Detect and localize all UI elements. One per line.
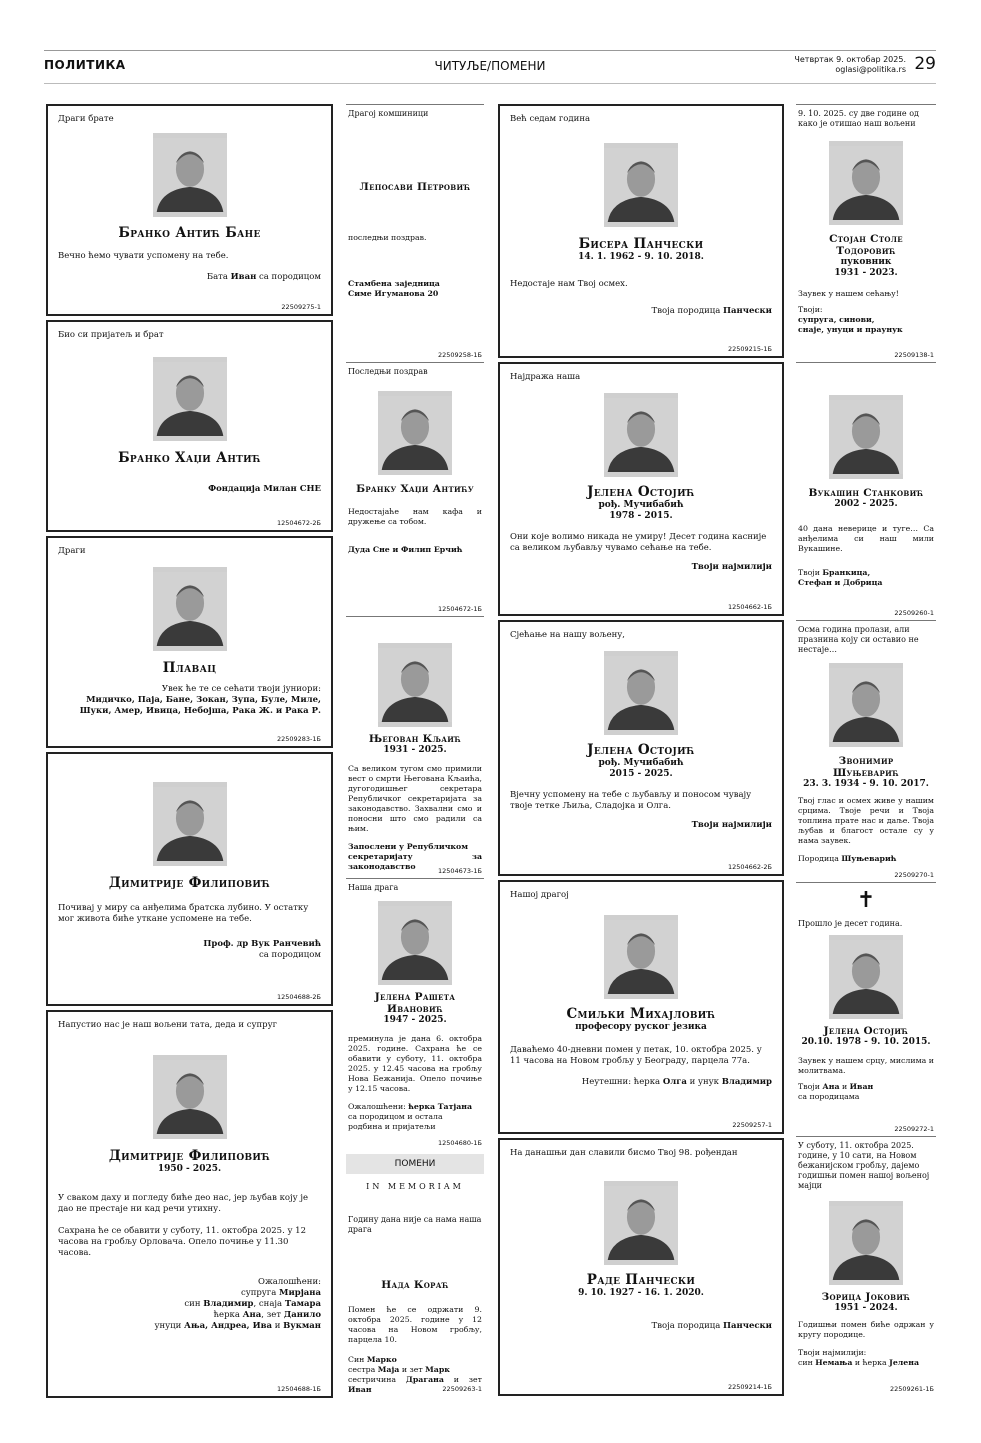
mourner-name: Мирјана (279, 1288, 321, 1298)
intro-text: Осма година пролази, али празнина коју си оставио не нестаје… (798, 625, 919, 654)
deceased-name-line1: Стојан Столе (829, 233, 903, 245)
page-header (44, 50, 936, 84)
mourner-name: Ања, Андреа, Ива (184, 1321, 273, 1331)
signature-line (348, 1355, 482, 1365)
relation: , снаја (253, 1299, 285, 1309)
signature-line (348, 1365, 482, 1375)
message-text: Вечно ћемо чувати успомену на тебе. (58, 251, 229, 261)
portrait-photo (378, 391, 452, 475)
relation: син (184, 1299, 204, 1309)
message-text: Заувек у нашем срцу, мислима и молитвама. (798, 1056, 934, 1075)
intro-text: Нашој драгој (510, 890, 569, 900)
ad-code: 12504688-1Б (276, 1385, 321, 1393)
message-text: Недостаје нам Твој осмех. (510, 279, 628, 289)
deceased-name: Раде Панчески (586, 1272, 696, 1288)
signature-line: родбина и пријатељи (348, 1122, 436, 1131)
memorial-info: Годишњи помен биће одржан у кругу породице. (798, 1320, 934, 1339)
deceased-name: Нада Кораћ (381, 1279, 449, 1291)
mourner-name: Владимир (203, 1299, 254, 1309)
newspaper-logo: ПОЛИТИКА (44, 58, 126, 72)
deceased-name: Јелена Остојић (587, 742, 695, 758)
portrait-photo (153, 782, 227, 866)
signature-line: са породицом (259, 950, 321, 960)
mourner-name: ћерка Татјана (408, 1102, 473, 1111)
relation: , зет (261, 1310, 284, 1320)
mourner-name: Ана (242, 1310, 262, 1320)
life-years: 1931 - 2023. (834, 268, 898, 278)
obituary-card (498, 1138, 784, 1396)
life-years: 23. 3. 1934 - 9. 10. 2017. (803, 779, 929, 789)
signature (58, 272, 321, 283)
ad-code: 12504673-1Б (437, 867, 482, 875)
obituary-card (46, 320, 333, 532)
signature: Твоји најмилији (691, 562, 772, 572)
portrait-photo (829, 1201, 903, 1285)
relation: и (272, 1321, 284, 1331)
intro-text: Последњи поздрав (348, 367, 428, 376)
ad-code: 12504672-2Б (276, 519, 321, 527)
obituary-card (498, 620, 784, 876)
life-years: 2015 - 2025. (609, 769, 673, 779)
signature-line: са породицом и остала (348, 1112, 443, 1121)
life-years: 1950 - 2025. (157, 1164, 222, 1174)
in-memoriam-heading: IN MEMORIAM (366, 1182, 464, 1191)
obituary-card (498, 362, 784, 616)
portrait-photo (604, 393, 678, 477)
ad-code: 22509261-1Б (889, 1385, 934, 1393)
signature (510, 306, 772, 317)
signature-prefix: Твоји (798, 568, 823, 577)
deceased-name: Димитрије Филиповић (108, 1148, 271, 1164)
life-years: 1951 - 2024. (834, 1303, 898, 1313)
signature-line: Стефан и Добрица (798, 578, 883, 587)
mourners-label: Ожалошћени: (348, 1102, 409, 1111)
intro-text: Драгој комшиници (348, 109, 429, 118)
signature-prefix: Твоји (798, 1082, 823, 1091)
issue-date (794, 55, 906, 75)
mourners-label: Твоји најмилији: (798, 1348, 867, 1357)
signature-line: снаје, унуци и праунук (798, 325, 903, 334)
message-text: У сваком даху и погледу биће део нас, јер љубав коју је дао не престаје ни кад речи утихну. (58, 1193, 309, 1214)
signature-name: Панчески (722, 306, 772, 316)
signature-block (58, 1277, 321, 1332)
signature-line (798, 568, 934, 578)
relation: и унук (686, 1077, 722, 1087)
signature-line: Запослени у Републичком (348, 842, 469, 851)
life-years: 9. 10. 1927 - 16. 1. 2020. (578, 1288, 704, 1298)
portrait-photo (604, 1181, 678, 1265)
deceased-name: Смиљки Михајловић (566, 1006, 716, 1022)
signature-line (58, 1299, 321, 1310)
mourner-name: Драгана (405, 1375, 444, 1384)
signature-line: Симе Игуманова 20 (348, 289, 439, 298)
signature-name: Иван (230, 272, 257, 282)
portrait-photo (829, 395, 903, 479)
obituary-card (346, 616, 484, 878)
obituary-card (346, 878, 484, 1150)
ad-code: 22509270-1 (894, 871, 934, 879)
signature-prefix: Бата (206, 272, 231, 282)
signature-line: са породицама (798, 1092, 860, 1101)
mourner-name: Иван (348, 1385, 372, 1394)
section-title: ЧИТУЉЕ/ПОМЕНИ (434, 59, 546, 73)
maiden-name: рођ. Мучибабић (598, 758, 684, 768)
signature: Дуда Сне и Филип Ерчић (348, 545, 463, 554)
obituary-card (46, 752, 333, 1006)
signature: Проф. др Вук Ранчевић (203, 939, 321, 949)
obituary-card (796, 882, 936, 1136)
ad-code: 22509283-1Б (276, 735, 321, 743)
signature (510, 1077, 772, 1088)
ad-code: 22509260-1 (894, 609, 934, 617)
mourner-name: Бранкица, (822, 568, 871, 577)
signature-line: Шуки, Амер, Ивица, Небојша, Рака Ж. и Рака Р. (79, 706, 321, 716)
signature: Фондација Милан СНЕ (208, 484, 321, 494)
memorial-card (346, 1178, 484, 1396)
deceased-name-line1: Звонимир (838, 755, 894, 767)
message-text: Твој глас и осмех живе у нашим срцима. Твоје речи и Твоја топлина прате нас и даље. Твоја љубав и благост остале су у нама заувек. (798, 796, 934, 845)
mourner-name: Ана (822, 1082, 840, 1091)
intro-text: 9. 10. 2025. су две године од како је отишао наш вољени (798, 109, 919, 128)
mourner-name: Данило (283, 1310, 321, 1320)
message-text: последњи поздрав. (348, 233, 427, 242)
date-text: Четвртак 9. октобар 2025. (794, 55, 906, 64)
relation: и (839, 1082, 850, 1091)
deceased-name: Јелена Остојић (823, 1025, 909, 1037)
intro-text: Драги брате (58, 114, 114, 124)
message-text: Заувек у нашем сећању! (798, 289, 899, 298)
ad-code: 12504688-2Б (276, 993, 321, 1001)
ad-code: 22509138-1 (894, 351, 934, 359)
intro-text: Најдража наша (510, 372, 581, 382)
ad-code: 22509214-1Б (727, 1383, 772, 1391)
mourners-label: Ожалошћени: (258, 1277, 321, 1287)
message-text: 40 дана неверице и туге… Са анђелима си наш мили Вукашине. (798, 524, 934, 553)
deceased-name-line2: Ивановић (387, 1003, 443, 1015)
portrait-photo (153, 133, 227, 217)
mourner-name: Тамара (284, 1299, 321, 1309)
deceased-name: Зорица Јоковић (821, 1291, 911, 1303)
portrait-photo (378, 901, 452, 985)
signature-line (58, 1321, 321, 1332)
intro-text: Напустио нас је наш вољени тата, деда и супруг (58, 1020, 278, 1030)
obituary-card (796, 362, 936, 620)
signature-line (798, 1358, 934, 1368)
intro-text: Наша драга (348, 883, 399, 892)
mourner-name: Маја (377, 1365, 400, 1374)
relation: унуци (154, 1321, 185, 1331)
relation: сестра (348, 1365, 378, 1374)
portrait-photo (604, 915, 678, 999)
deceased-name: Бранко Хаџи Антић (118, 450, 261, 466)
obituary-card (796, 620, 936, 882)
intro-text: Већ седам година (510, 114, 591, 124)
life-years: 20.10. 1978 - 9. 10. 2015. (801, 1037, 931, 1047)
relation: сестричина (348, 1375, 406, 1384)
section-label: ПОМЕНИ (346, 1154, 484, 1174)
mourner-name: Олга (662, 1077, 687, 1087)
profession: професору руског језика (575, 1022, 707, 1032)
message-text: Недостајаће нам кафа и дружење са тобом. (348, 507, 482, 526)
portrait-photo (604, 651, 678, 735)
mourner-name: Марко (366, 1355, 397, 1364)
signature-line (348, 1102, 482, 1112)
portrait-photo (829, 935, 903, 1019)
signature (510, 1321, 772, 1332)
portrait-photo (829, 663, 903, 747)
intro-text: Сјећање на нашу вољену, (510, 630, 625, 640)
deceased-name: Јелена Остојић (587, 484, 695, 500)
signature-line: Мидичко, Паја, Бане, Зокан, Зупа, Буле, Миле, (86, 695, 321, 705)
page-number: 29 (914, 54, 936, 74)
relation: и зет (399, 1365, 426, 1374)
signature-name: Шуњеварић (841, 854, 897, 863)
intro-text: На данашњи дан славили бисмо Твој 98. рођендан (510, 1148, 738, 1158)
message-text: Почивај у миру са анђелима братска лубино. У остатку мог живота биће уткане успомене на тебе. (58, 903, 309, 924)
intro-text: Прошло је десет година. (798, 919, 903, 928)
message-text: Са великом тугом смо примили вест о смрти Његована Кљаића, дугогодишњег секретара Републичког секретаријата за законодавство. Захвални смо и поносни што смо радили са њим. (348, 764, 482, 833)
intro-text: Драги (58, 546, 86, 556)
deceased-name: Бисера Панчески (578, 236, 704, 252)
signature-prefix: Твоја породица (651, 306, 723, 316)
obituary-card (796, 104, 936, 362)
ad-code: 22509263-1 (442, 1385, 482, 1393)
message-line: Увек ће те се сећати твоји јуниори: (161, 684, 321, 694)
life-years: 2002 - 2025. (834, 499, 898, 509)
ad-code: 12504680-1Б (437, 1139, 482, 1147)
mourner-name: Марк (425, 1365, 450, 1374)
deceased-name-line2: Тодоровић (836, 245, 896, 257)
life-years: 1978 - 2015. (609, 511, 673, 521)
obituary-card (498, 104, 784, 358)
maiden-name: рођ. Мучибабић (598, 500, 684, 510)
obituary-card (498, 880, 784, 1134)
signature-line: Стамбена заједница (348, 279, 440, 288)
obituary-card (346, 104, 484, 362)
message-text: Они које волимо никада не умиру! Десет година касније са великом љубављу чувамо сећање на тебе. (510, 532, 767, 553)
portrait-photo (604, 143, 678, 227)
ad-code: 12504672-1Б (437, 605, 482, 613)
deceased-name: Лепосави Петровић (359, 181, 471, 193)
ad-code: 22509275-1 (281, 303, 321, 311)
obituary-card (46, 104, 333, 316)
message-text: Вјечну успомену на тебе с љубављу и поносом чувају твоје тетке Љиља, Сладојка и Олга. (510, 790, 752, 811)
portrait-photo (153, 357, 227, 441)
obituary-card (46, 536, 333, 748)
relation: ћерка (213, 1310, 243, 1320)
deceased-name: Његован Кљаић (368, 733, 462, 745)
relation: и зет (443, 1375, 482, 1384)
obituary-card (46, 1010, 333, 1398)
rank: пуковник (840, 257, 892, 267)
signature: Твоји најмилији (691, 820, 772, 830)
life-years: 14. 1. 1962 - 9. 10. 2018. (578, 252, 704, 262)
deceased-name: Вукашин Станковић (808, 487, 924, 499)
signature-line (798, 1082, 934, 1092)
ad-code: 12504662-1Б (727, 603, 772, 611)
memorial-info: Помен ће се одржати 9. октобра 2025. године у 12 часова на Новом гробљу, парцела 10. (348, 1305, 482, 1344)
portrait-photo (153, 1055, 227, 1139)
memorial-card (796, 1136, 936, 1396)
deceased-name: Бранко Антић Бане (118, 225, 261, 241)
mourner-name: Немања (815, 1358, 853, 1367)
relation: и ћерка (852, 1358, 890, 1367)
relation: Син (348, 1355, 367, 1364)
signature-prefix: Неутешни: ћерка (581, 1077, 663, 1087)
relation: супруга (240, 1288, 280, 1298)
ad-code: 22509272-1 (894, 1125, 934, 1133)
life-years: 1931 - 2025. (383, 745, 447, 755)
portrait-photo (153, 567, 227, 651)
relation: син (798, 1358, 816, 1367)
mourner-name: Вукман (283, 1321, 321, 1331)
deceased-name: Плавац (162, 660, 217, 676)
deceased-name: Бранку Хаџи Антићу (356, 483, 474, 495)
obituary-card (346, 362, 484, 616)
memorial-section (346, 1154, 484, 1174)
signature-suffix: са породицом (256, 272, 321, 282)
cross-icon: ✝ (856, 888, 876, 913)
ad-code: 22509257-1 (732, 1121, 772, 1129)
mourners-label: Твоји: (798, 305, 823, 314)
funeral-info: Сахрана ће се обавити у суботу, 11. октобра 2025. у 12 часова на гробљу Орловача. Опело почиње у 11.30 часова. (58, 1226, 306, 1258)
portrait-photo (378, 643, 452, 727)
intro-text: У суботу, 11. октобра 2025. године, у 10 сати, на Новом бежанијском гробљу, дајемо годишњи помен нашој вољеној мајци (798, 1141, 930, 1190)
signature-line (58, 1310, 321, 1321)
mourner-name: Јелена (889, 1358, 920, 1367)
mourner-name: Владимир (721, 1077, 772, 1087)
deceased-name: Димитрије Филиповић (108, 875, 271, 891)
intro-text: Био си пријатељ и брат (58, 330, 164, 340)
signature-line: секретаријату за законодавство (348, 852, 482, 871)
ad-code: 22509215-1Б (727, 345, 772, 353)
funeral-info: преминула је дана 6. октобра 2025. године. Сахрана ће се обавити у суботу, 11. октобра 2025. у 12.45 часова на гробљу Нова Бежанија. Опело почиње у 12.15 часова. (348, 1034, 482, 1093)
ad-code: 12504662-2Б (727, 863, 772, 871)
email-link[interactable]: oglasi@politika.rs (835, 65, 906, 74)
signature-line: супруга, синови, (798, 315, 875, 324)
signature-prefix: Твоја породица (651, 1321, 723, 1331)
memorial-info: Даваћемо 40-дневни помен у петак, 10. октобра 2025. у 11 часова на Новом гробљу у Београду, парцела 77а. (510, 1045, 762, 1066)
ad-code: 22509258-1Б (437, 351, 482, 359)
signature (798, 854, 934, 864)
signature-line (58, 1288, 321, 1299)
portrait-photo (829, 141, 903, 225)
deceased-name-line2: Шуњеварић (832, 767, 900, 779)
intro-text: Годину дана није са нама наша драга (348, 1215, 482, 1234)
life-years: 1947 - 2025. (383, 1015, 447, 1025)
mourner-name: Иван (849, 1082, 874, 1091)
signature-name: Панчески (722, 1321, 772, 1331)
signature-prefix: Породица (798, 854, 842, 863)
deceased-name-line1: Јелена Рашета (374, 991, 456, 1003)
